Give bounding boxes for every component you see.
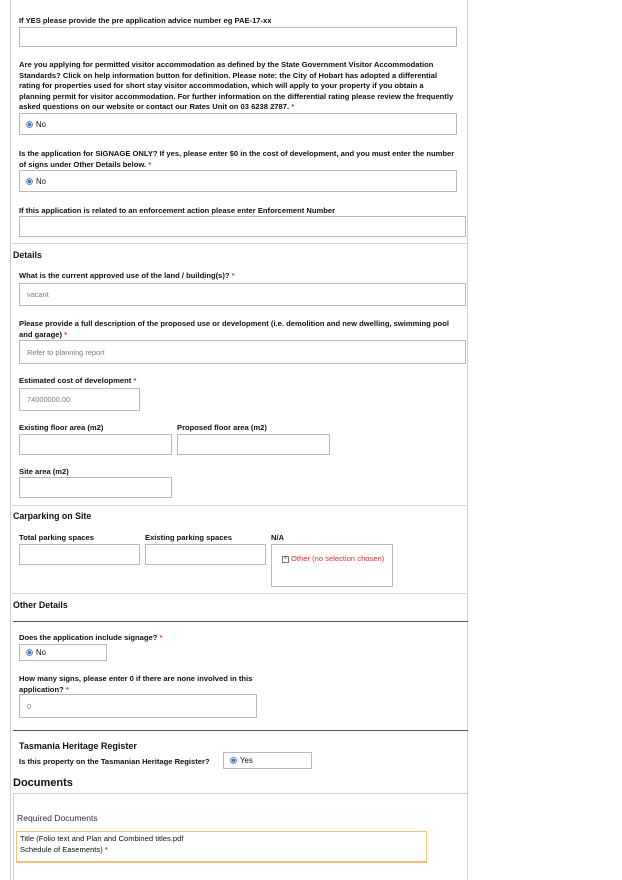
proposed-floor-input[interactable] — [177, 434, 330, 455]
signage-radio-group[interactable] — [19, 644, 107, 661]
other-details-heading: Other Details — [13, 600, 68, 610]
heritage-radio-group[interactable] — [223, 752, 312, 769]
existing-parking-input[interactable] — [145, 544, 266, 565]
visitor-accommodation-value: No — [36, 119, 46, 129]
divider — [10, 593, 468, 594]
details-heading: Details — [13, 250, 42, 260]
heritage-heading: Tasmania Heritage Register — [19, 741, 137, 751]
required-document-item[interactable] — [16, 831, 427, 863]
signage-only-value: No — [36, 176, 46, 186]
site-area-input[interactable] — [19, 477, 172, 498]
total-parking-input[interactable] — [19, 544, 140, 565]
enforcement-input[interactable] — [19, 216, 466, 237]
radio-selected-icon[interactable] — [26, 178, 33, 185]
description-input[interactable]: Refer to planning report — [19, 340, 466, 364]
signage-value: No — [36, 648, 46, 657]
description-label: Please provide a full description of the proposed use or development (i.e. demolition and new dwelling, swimming pool and garage) * — [19, 319, 449, 339]
visitor-accommodation-label: Are you applying for permitted visitor accommodation as defined by the State Government Visitor Accommodation Standards? Click on help information button for definition. Please note: the City of Hobart has adopted a differential rating for properties used for short stay visitor accommodation, which will apply to your property if you obtain a planning permit for visitor accommodation. For further information on the differential rating please review the frequently asked questions on our website or contact our Rates Unit on 03 6238 2787. * — [19, 60, 454, 111]
heritage-label: Is this property on the Tasmanian Heritage Register? — [19, 757, 210, 766]
radio-selected-icon[interactable] — [230, 757, 237, 764]
signs-count-label: How many signs, please enter 0 if there are none involved in this application? * — [19, 674, 253, 694]
document-title-line: Title (Folio text and Plan and Combined titles.pdf — [20, 834, 184, 843]
total-parking-label: Total parking spaces — [19, 533, 94, 542]
divider — [13, 730, 468, 731]
existing-parking-label: Existing parking spaces — [145, 533, 232, 542]
required-documents-heading: Required Documents — [17, 813, 98, 823]
na-select[interactable] — [271, 544, 393, 587]
existing-floor-label: Existing floor area (m2) — [19, 423, 104, 432]
document-title-line2: Schedule of Easements) * — [20, 844, 108, 854]
enforcement-label: If this application is related to an enforcement action please enter Enforcement Number — [19, 206, 336, 215]
current-use-label: What is the current approved use of the land / building(s)? * — [19, 271, 235, 280]
site-area-label: Site area (m2) — [19, 467, 69, 476]
na-option: Other (no selection chosen) — [291, 554, 385, 563]
divider — [13, 621, 468, 622]
pre-app-label: If YES please provide the pre application advice number eg PAE-17-xx — [19, 16, 272, 25]
divider — [10, 505, 468, 506]
signage-only-radio-group[interactable] — [19, 170, 457, 192]
signs-count-input[interactable]: 0 — [19, 694, 257, 718]
carparking-heading: Carparking on Site — [13, 511, 92, 521]
cost-input[interactable]: 74000000.00 — [19, 388, 140, 411]
na-label: N/A — [271, 533, 285, 542]
current-use-input[interactable]: vacant — [19, 283, 466, 306]
visitor-accommodation-radio-group[interactable] — [19, 113, 457, 135]
pre-app-input[interactable] — [19, 27, 457, 47]
divider — [10, 243, 468, 244]
radio-selected-icon[interactable] — [26, 649, 33, 656]
radio-selected-icon[interactable] — [26, 121, 33, 128]
documents-heading: Documents — [13, 777, 73, 789]
signage-only-label: Is the application for SIGNAGE ONLY? If yes, please enter $0 in the cost of development, and you must enter the number of signs under Other Details below. * — [19, 149, 455, 169]
signage-label: Does the application include signage? * — [19, 633, 163, 642]
existing-floor-input[interactable] — [19, 434, 172, 455]
heritage-value: Yes — [240, 756, 253, 765]
close-icon: × — [283, 555, 288, 562]
cost-label: Estimated cost of development * — [19, 376, 137, 385]
proposed-floor-label: Proposed floor area (m2) — [177, 423, 267, 432]
